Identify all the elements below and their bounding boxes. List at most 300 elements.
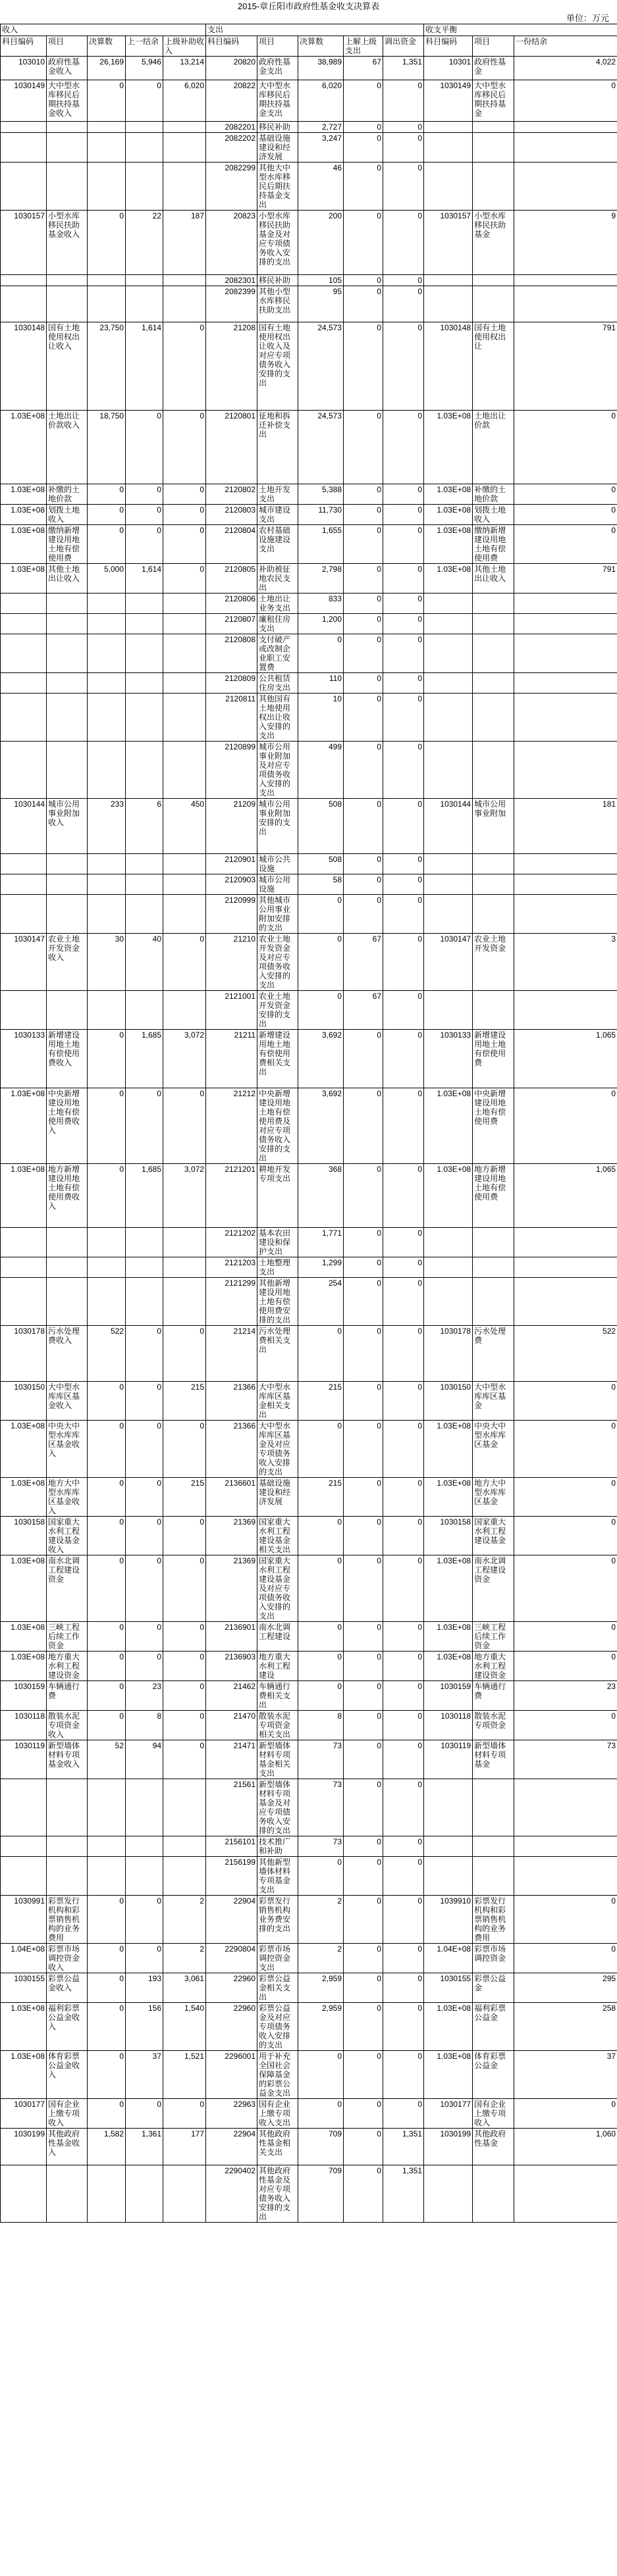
expense-actual-cell: 2,727 [298,122,344,133]
income-actual-cell [88,895,126,934]
income-actual-cell [88,1257,126,1278]
expense-remit-cell: 0 [344,1944,383,1973]
balance-surplus-cell [514,874,617,895]
balance-item-cell: 缴纳新增建设用地土地有偿使用费 [473,525,514,564]
income-subsidy-cell: 3,072 [163,1030,206,1088]
income-actual-cell: 0 [88,1652,126,1681]
expense-remit-cell: 0 [344,1517,383,1555]
expense-actual-cell: 0 [298,1622,344,1652]
income-actual-cell: 0 [88,1517,126,1555]
income-prior-balance-cell [126,163,163,211]
income-prior-balance-cell [126,742,163,799]
balance-surplus-cell [514,275,617,286]
income-actual-cell: 0 [88,2003,126,2051]
income-actual-cell [88,854,126,874]
income-actual-cell [88,133,126,163]
income-actual-cell: 0 [88,1421,126,1478]
expense-transfer-cell: 0 [383,163,424,211]
income-actual-cell: 1,582 [88,2129,126,2165]
income-subsidy-cell [163,286,206,322]
expense-item-cell: 廉租住房支出 [257,614,298,634]
balance-code-cell [424,742,473,799]
expense-actual-cell: 38,989 [298,57,344,80]
expense-transfer-cell: 0 [383,694,424,742]
income-subsidy-cell: 2 [163,1896,206,1944]
expense-code-cell: 2120806 [206,593,257,614]
expense-transfer-cell: 0 [383,1681,424,1711]
balance-surplus-cell [514,1257,617,1278]
expense-code-cell: 20822 [206,80,257,122]
expense-actual-cell: 2,959 [298,2003,344,2051]
expense-code-cell: 2121202 [206,1228,257,1257]
expense-remit-cell: 0 [344,564,383,593]
income-item-cell [47,1836,88,1857]
expense-actual-cell: 368 [298,1164,344,1228]
income-code-cell [1,122,47,133]
income-code-cell [1,1779,47,1836]
income-prior-balance-cell: 37 [126,2051,163,2099]
table-row [1,673,617,694]
balance-surplus-cell [514,854,617,874]
income-code-cell: 1.03E+08 [1,1421,47,1478]
expense-item-cell: 新增建设用地土地有偿使用费相关支出 [257,1030,298,1088]
income-subsidy-cell: 3,072 [163,1164,206,1228]
expense-actual-cell: 709 [298,2165,344,2223]
balance-item-cell: 划拨土地收入 [473,505,514,525]
income-item-cell [47,991,88,1030]
income-subsidy-cell: 0 [163,1517,206,1555]
income-item-cell: 中央新增建设用地土地有偿使用费收入 [47,1088,88,1164]
balance-surplus-cell: 73 [514,1740,617,1779]
income-actual-cell: 233 [88,799,126,854]
balance-item-cell [473,286,514,322]
table-row [1,80,617,122]
income-item-cell: 三峡工程后续工作资金 [47,1622,88,1652]
income-code-cell: 1.03E+08 [1,1555,47,1622]
table-row [1,1517,617,1555]
balance-item-cell [473,1278,514,1326]
balance-surplus-cell: 9 [514,211,617,275]
balance-surplus-cell: 791 [514,564,617,593]
expense-code-cell: 20823 [206,211,257,275]
expense-remit-cell: 0 [344,1711,383,1740]
balance-surplus-cell: 23 [514,1681,617,1711]
balance-code-cell: 1.03E+08 [424,1421,473,1478]
table-row [1,1382,617,1421]
table-row [1,1164,617,1228]
expense-item-cell: 其他国有土地使用权出让收入安排的支出 [257,694,298,742]
income-item-cell: 彩票发行机构和彩票销售机构的业务费用 [47,1896,88,1944]
expense-actual-cell: 0 [298,1326,344,1382]
income-item-cell: 缴纳新增建设用地土地有偿使用费 [47,525,88,564]
income-item-cell: 大中型水库库区基金收入 [47,1382,88,1421]
income-actual-cell [88,1278,126,1326]
income-actual-cell [88,122,126,133]
expense-remit-cell: 0 [344,1779,383,1836]
expense-item-cell: 征地和拆迁补偿支出 [257,411,298,484]
table-row [1,614,617,634]
income-item-cell: 补缴的土地价款 [47,484,88,505]
income-subsidy-cell: 0 [163,1421,206,1478]
income-prior-balance-cell: 0 [126,1326,163,1382]
expense-remit-cell: 0 [344,614,383,634]
expense-actual-cell: 24,573 [298,322,344,411]
income-actual-header: 决算数 [88,36,126,57]
income-subsidy-cell [163,614,206,634]
income-actual-cell: 0 [88,1711,126,1740]
expense-code-cell: 2120803 [206,505,257,525]
expense-code-cell: 21211 [206,1030,257,1088]
balance-code-cell [424,614,473,634]
balance-code-cell [424,122,473,133]
income-code-cell: 1.03E+08 [1,525,47,564]
expense-remit-cell: 0 [344,484,383,505]
expense-actual-cell: 0 [298,2099,344,2129]
income-item-cell: 城市公用事业附加收入 [47,799,88,854]
income-code-cell: 1030159 [1,1681,47,1711]
balance-item-cell: 南水北调工程建设资金 [473,1555,514,1622]
balance-code-cell: 1030133 [424,1030,473,1088]
expense-remit-cell: 0 [344,2051,383,2099]
balance-item-cell: 新增建设用地土地有偿使用费 [473,1030,514,1088]
expense-remit-cell: 0 [344,2129,383,2165]
expense-item-cell: 城市公共设施 [257,854,298,874]
expense-item-cell: 公共租赁住房支出 [257,673,298,694]
income-subsidy-cell [163,854,206,874]
expense-remit-cell: 67 [344,57,383,80]
expense-item-cell: 散装水泥专项资金相关支出 [257,1711,298,1740]
income-subsidy-cell [163,1857,206,1896]
expense-code-cell: 2120999 [206,895,257,934]
expense-remit-cell: 0 [344,525,383,564]
expense-transfer-cell: 0 [383,614,424,634]
income-actual-cell: 0 [88,211,126,275]
expense-item-cell: 移民补助 [257,275,298,286]
balance-item-cell [473,991,514,1030]
income-prior-balance-cell [126,694,163,742]
income-item-cell: 划拨土地收入 [47,505,88,525]
income-prior-balance-cell: 94 [126,1740,163,1779]
balance-surplus-cell [514,593,617,614]
expense-actual-cell: 2,959 [298,1973,344,2003]
expense-remit-cell: 0 [344,1836,383,1857]
expense-remit-cell: 0 [344,895,383,934]
expense-actual-cell: 0 [298,934,344,991]
expense-remit-cell: 0 [344,593,383,614]
expense-actual-cell: 24,573 [298,411,344,484]
income-subsidy-cell: 187 [163,211,206,275]
expense-item-cell: 用于补充全国社会保障基金的彩票公益金支出 [257,2051,298,2099]
income-code-cell: 1030178 [1,1326,47,1382]
expense-item-cell: 其他小型水库移民扶助支出 [257,286,298,322]
expense-actual-cell: 200 [298,211,344,275]
expense-transfer-cell: 0 [383,411,424,484]
balance-surplus-cell [514,163,617,211]
expense-remit-cell: 0 [344,275,383,286]
expense-code-cell: 22960 [206,1973,257,2003]
income-prior-balance-cell [126,122,163,133]
balance-surplus-cell [514,133,617,163]
income-prior-balance-cell: 0 [126,525,163,564]
income-subsidy-cell: 0 [163,564,206,593]
expense-code-cell: 2120903 [206,874,257,895]
expense-code-cell: 2120807 [206,614,257,634]
expense-code-cell: 2290804 [206,1944,257,1973]
income-prior-balance-cell [126,1857,163,1896]
balance-code-cell: 1030199 [424,2129,473,2165]
balance-item-cell: 大中型水库库区基金 [473,1382,514,1421]
expense-code-cell: 2120801 [206,411,257,484]
expense-transfer-cell: 0 [383,593,424,614]
table-row [1,1652,617,1681]
income-item-cell: 新增建设用地土地有偿使用费收入 [47,1030,88,1088]
balance-surplus-cell [514,286,617,322]
expense-transfer-cell: 0 [383,133,424,163]
expense-item-cell: 城市公用事业附加安排的支出 [257,799,298,854]
expense-actual-cell: 215 [298,1478,344,1517]
balance-surplus-cell [514,991,617,1030]
income-subsidy-cell [163,1257,206,1278]
table-row [1,934,617,991]
expense-transfer-cell: 0 [383,1836,424,1857]
table-row [1,275,617,286]
expense-code-cell: 21462 [206,1681,257,1711]
balance-code-cell: 1.03E+08 [424,484,473,505]
expense-transfer-cell: 0 [383,484,424,505]
expense-transfer-cell: 0 [383,2003,424,2051]
expense-transfer-cell: 0 [383,991,424,1030]
expense-remit-cell: 0 [344,286,383,322]
income-prior-balance-cell: 0 [126,1421,163,1478]
balance-surplus-cell: 522 [514,1326,617,1382]
income-item-cell: 国有企业上缴专项收入 [47,2099,88,2129]
balance-code-cell [424,874,473,895]
income-code-cell [1,593,47,614]
income-actual-cell [88,1779,126,1836]
expense-code-cell: 21208 [206,322,257,411]
balance-surplus-cell: 1,060 [514,2129,617,2165]
table-row [1,854,617,874]
expense-item-cell: 基础设施建设和经济发展 [257,133,298,163]
income-subsidy-cell: 0 [163,505,206,525]
income-code-cell: 1.03E+08 [1,411,47,484]
expense-code-cell: 2136901 [206,1622,257,1652]
balance-item-cell: 彩票发行机构和彩票销售机构的业务费用 [473,1896,514,1944]
expense-item-cell: 大中型水库库区基金相关支出 [257,1382,298,1421]
income-actual-cell: 0 [88,1622,126,1652]
balance-code-cell [424,275,473,286]
expense-actual-cell: 0 [298,1857,344,1896]
expense-item-cell: 彩票公益金相关支出 [257,1973,298,2003]
expense-remit-cell: 0 [344,1278,383,1326]
income-actual-cell [88,991,126,1030]
expense-transfer-cell: 1,351 [383,2129,424,2165]
income-item-cell [47,874,88,895]
expense-item-cell: 补助被征地农民支出 [257,564,298,593]
expense-actual-cell: 215 [298,1382,344,1421]
income-code-cell: 1.03E+08 [1,484,47,505]
income-subsidy-cell: 2 [163,1944,206,1973]
balance-code-cell: 1.03E+08 [424,1555,473,1622]
table-row [1,133,617,163]
expense-item-cell: 新型墙体材料专项基金及对应专项债务收入安排的支出 [257,1779,298,1836]
balance-surplus-cell [514,1836,617,1857]
balance-item-cell [473,593,514,614]
expense-actual-cell: 0 [298,2051,344,2099]
income-prior-balance-cell [126,133,163,163]
table-row [1,1478,617,1517]
expense-remit-cell: 0 [344,874,383,895]
income-subsidy-cell: 0 [163,1652,206,1681]
income-item-cell [47,593,88,614]
expense-item-cell: 耕地开发专项支出 [257,1164,298,1228]
income-prior-balance-cell: 156 [126,2003,163,2051]
balance-surplus-cell: 0 [514,1517,617,1555]
expense-item-cell: 大中型水库移民后期扶持基金支出 [257,80,298,122]
balance-code-cell: 1.03E+08 [424,1478,473,1517]
table-row [1,694,617,742]
expense-code-cell: 2120802 [206,484,257,505]
income-actual-cell: 30 [88,934,126,991]
income-code-cell: 1030148 [1,322,47,411]
income-subsidy-cell [163,593,206,614]
table-row [1,1555,617,1622]
balance-surplus-cell: 0 [514,1896,617,1944]
expense-transfer-cell: 0 [383,1740,424,1779]
income-actual-cell [88,742,126,799]
expense-actual-header: 决算数 [298,36,344,57]
income-actual-cell: 0 [88,1681,126,1711]
expense-remit-cell: 0 [344,322,383,411]
expense-item-cell: 地方重大水利工程建设 [257,1652,298,1681]
balance-surplus-cell [514,634,617,673]
income-actual-cell: 23,750 [88,322,126,411]
balance-surplus-cell [514,1857,617,1896]
expense-transfer-cell: 0 [383,1228,424,1257]
expense-remit-cell: 0 [344,1740,383,1779]
income-prior-balance-cell: 0 [126,1896,163,1944]
income-code-cell [1,694,47,742]
expense-item-cell: 大中型水库库区基金及对应专项债务收入安排的支出 [257,1421,298,1478]
expense-remit-cell: 0 [344,1257,383,1278]
income-code-cell [1,1857,47,1896]
income-code-cell: 1.03E+08 [1,505,47,525]
balance-code-cell [424,1857,473,1896]
expense-remit-cell: 0 [344,1555,383,1622]
expense-item-cell: 其他城市公用事业附加安排的支出 [257,895,298,934]
income-item-cell [47,1257,88,1278]
table-row [1,1257,617,1278]
income-item-cell: 福利彩票公益金收入 [47,2003,88,2051]
expense-actual-cell: 499 [298,742,344,799]
balance-item-cell: 土地出让价款 [473,411,514,484]
income-code-cell: 1030119 [1,1740,47,1779]
income-item-cell: 体育彩票公益金收入 [47,2051,88,2099]
expense-transfer-cell: 0 [383,799,424,854]
income-code-cell [1,895,47,934]
expense-code-cell: 21214 [206,1326,257,1382]
income-subsidy-cell: 0 [163,1711,206,1740]
income-prior-balance-cell: 1,685 [126,1030,163,1088]
income-subsidy-cell: 0 [163,484,206,505]
expense-code-cell: 21471 [206,1740,257,1779]
income-actual-cell: 5,000 [88,564,126,593]
table-row [1,2129,617,2165]
income-prior-balance-cell: 1,614 [126,564,163,593]
income-prior-balance-cell: 0 [126,1622,163,1652]
expense-transfer-cell: 0 [383,895,424,934]
income-actual-cell: 0 [88,1030,126,1088]
income-subsidy-cell: 1,540 [163,2003,206,2051]
income-subsidy-cell: 3,061 [163,1973,206,2003]
income-actual-cell: 0 [88,1896,126,1944]
balance-code-cell: 1030119 [424,1740,473,1779]
income-prior-balance-cell: 0 [126,505,163,525]
table-row [1,2003,617,2051]
balance-code-cell: 1030159 [424,1681,473,1711]
income-prior-balance-cell [126,275,163,286]
balance-code-cell [424,634,473,673]
income-item-cell: 农业土地开发资金收入 [47,934,88,991]
balance-item-cell [473,634,514,673]
expense-remit-cell: 0 [344,1382,383,1421]
income-prior-balance-cell [126,991,163,1030]
income-subsidy-cell [163,1779,206,1836]
expense-remit-cell: 0 [344,694,383,742]
expense-actual-cell: 1,299 [298,1257,344,1278]
expense-code-cell: 2082299 [206,163,257,211]
table-row [1,411,617,484]
table-row [1,286,617,322]
expense-remit-cell: 0 [344,2003,383,2051]
expense-code-cell: 21212 [206,1088,257,1164]
income-subsidy-cell [163,1228,206,1257]
expense-item-cell: 土地出让业务支出 [257,593,298,614]
income-subsidy-cell: 6,020 [163,80,206,122]
table-row [1,1326,617,1382]
expense-remit-cell: 0 [344,1030,383,1088]
expense-code-cell: 21366 [206,1382,257,1421]
expense-transfer-cell: 0 [383,322,424,411]
balance-code-cell [424,2165,473,2223]
table-body [1,57,617,2223]
income-subsidy-cell [163,895,206,934]
balance-code-cell: 1.03E+08 [424,1622,473,1652]
expense-code-cell: 2120809 [206,673,257,694]
expense-item-cell: 移民补助 [257,122,298,133]
expense-code-cell: 2121203 [206,1257,257,1278]
expense-actual-cell: 0 [298,1555,344,1622]
income-subsidy-cell: 0 [163,1088,206,1164]
expense-transfer-cell: 0 [383,525,424,564]
income-subsidy-cell: 215 [163,1478,206,1517]
expense-actual-cell: 0 [298,1517,344,1555]
expense-code-cell: 2082399 [206,286,257,322]
expense-code-cell: 22963 [206,2099,257,2129]
balance-code-cell: 1.03E+08 [424,2003,473,2051]
balance-surplus-cell: 0 [514,1088,617,1164]
expense-item-cell: 城市公用事业附加及对应专项债务收入安排的支出 [257,742,298,799]
income-code-cell [1,275,47,286]
expense-code-cell: 2290402 [206,2165,257,2223]
balance-code-cell [424,163,473,211]
expense-actual-cell: 0 [298,991,344,1030]
balance-item-cell [473,854,514,874]
income-code-cell: 1.03E+08 [1,2051,47,2099]
balance-surplus-cell: 0 [514,1555,617,1622]
income-code-cell [1,1228,47,1257]
expense-actual-cell: 8 [298,1711,344,1740]
